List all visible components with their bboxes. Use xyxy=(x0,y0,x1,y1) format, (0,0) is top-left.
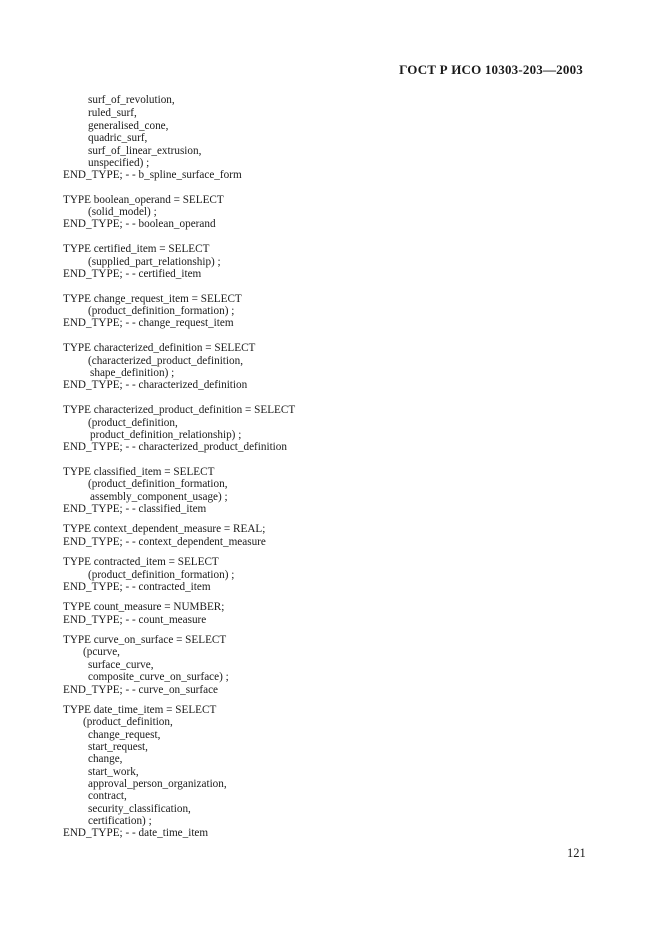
code-line: TYPE count_measure = NUMBER; xyxy=(63,601,225,613)
code-line: (product_definition_formation) ; xyxy=(88,569,235,581)
code-line: change, xyxy=(88,753,123,765)
code-line: assembly_component_usage) ; xyxy=(90,491,228,503)
code-line: END_TYPE; - - characterized_product_definition xyxy=(63,441,287,453)
code-line: unspecified) ; xyxy=(88,157,150,169)
code-line: product_definition_relationship) ; xyxy=(90,429,242,441)
code-line: TYPE change_request_item = SELECT xyxy=(63,293,242,305)
code-line: END_TYPE; - - date_time_item xyxy=(63,827,209,839)
code-line: change_request, xyxy=(88,729,161,741)
code-line: (product_definition, xyxy=(88,417,178,429)
code-line: TYPE context_dependent_measure = REAL; xyxy=(63,523,266,535)
code-line: (product_definition_formation) ; xyxy=(88,305,235,317)
code-line: generalised_cone, xyxy=(88,120,169,132)
code-line: quadric_surf, xyxy=(88,132,148,144)
code-line: END_TYPE; - - certified_item xyxy=(63,268,202,280)
code-line: (product_definition, xyxy=(83,716,173,728)
code-line: END_TYPE; - - count_measure xyxy=(63,614,207,626)
code-line: (pcurve, xyxy=(83,646,120,658)
code-line: TYPE contracted_item = SELECT xyxy=(63,556,219,568)
document-header-id: ГОСТ Р ИСО 10303-203—2003 xyxy=(399,62,583,77)
code-line: (characterized_product_definition, xyxy=(88,355,243,367)
code-line: END_TYPE; - - context_dependent_measure xyxy=(63,536,266,548)
code-line: (supplied_part_relationship) ; xyxy=(88,256,221,268)
code-line: END_TYPE; - - b_spline_surface_form xyxy=(63,169,242,181)
code-line: shape_definition) ; xyxy=(90,367,175,379)
code-line: TYPE boolean_operand = SELECT xyxy=(63,194,224,206)
code-line: surf_of_revolution, xyxy=(88,94,175,106)
code-line: END_TYPE; - - curve_on_surface xyxy=(63,684,219,696)
code-line: END_TYPE; - - boolean_operand xyxy=(63,218,216,230)
code-line: TYPE certified_item = SELECT xyxy=(63,243,210,255)
code-line: TYPE curve_on_surface = SELECT xyxy=(63,634,227,646)
code-line: TYPE characterized_definition = SELECT xyxy=(63,342,256,354)
code-line: start_request, xyxy=(88,741,148,753)
code-line: TYPE classified_item = SELECT xyxy=(63,466,215,478)
code-line: END_TYPE; - - classified_item xyxy=(63,503,207,515)
code-line: (product_definition_formation, xyxy=(88,478,228,490)
code-line: TYPE characterized_product_definition = SELECT xyxy=(63,404,296,416)
code-line: END_TYPE; - - characterized_definition xyxy=(63,379,248,391)
code-line: approval_person_organization, xyxy=(88,778,227,790)
code-line: certification) ; xyxy=(88,815,152,827)
code-line: start_work, xyxy=(88,766,139,778)
code-line: END_TYPE; - - contracted_item xyxy=(63,581,211,593)
page-number: 121 xyxy=(567,846,586,860)
code-line: TYPE date_time_item = SELECT xyxy=(63,704,217,716)
code-line: END_TYPE; - - change_request_item xyxy=(63,317,234,329)
code-line: (solid_model) ; xyxy=(88,206,157,218)
code-line: contract, xyxy=(88,790,127,802)
code-line: security_classification, xyxy=(88,803,191,815)
code-line: surf_of_linear_extrusion, xyxy=(88,145,202,157)
code-line: composite_curve_on_surface) ; xyxy=(88,671,229,683)
code-line: ruled_surf, xyxy=(88,107,137,119)
code-line: surface_curve, xyxy=(88,659,154,671)
